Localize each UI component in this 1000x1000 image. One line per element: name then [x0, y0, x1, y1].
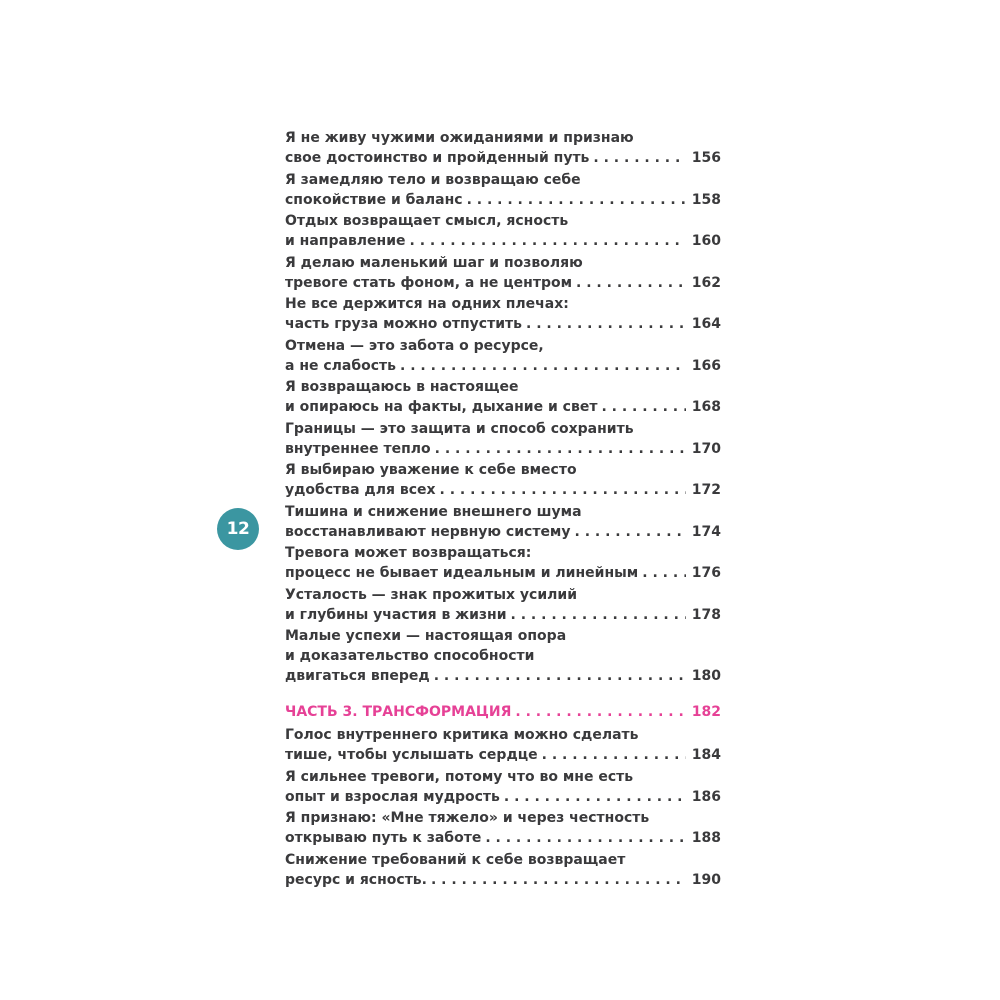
toc-page-number: 184 [691, 747, 721, 763]
toc-entry[interactable] [285, 502, 721, 542]
section-heading-row [285, 702, 721, 722]
dot-leader [638, 563, 686, 583]
toc-entry-last-line [285, 870, 721, 890]
toc-entry-title-line: Тишина и снижение внешнего шума [285, 503, 582, 520]
toc-entry-last-line [285, 522, 721, 542]
toc-entry-title-tail: восстанавливают нервную систему [285, 523, 571, 540]
toc-entry-last-line [285, 231, 721, 251]
dot-leader [500, 787, 686, 807]
toc-page-number: 190 [691, 871, 721, 888]
toc-page-number: 162 [691, 274, 721, 291]
toc-entry[interactable] [285, 460, 721, 500]
dot-leader [538, 745, 686, 765]
toc-entry[interactable] [285, 419, 721, 459]
toc-entry-title-tail: удобства для всех [285, 482, 436, 498]
toc-entry-last-line [285, 828, 721, 848]
toc-entry[interactable] [285, 170, 721, 210]
section-heading-title: ЧАСТЬ 3. ТРАНСФОРМАЦИЯ [285, 704, 512, 720]
dot-leader [463, 190, 686, 210]
toc-entry-title-tail: тише, чтобы услышать сердце [285, 747, 538, 763]
toc-entry-title-line: Я признаю: «Мне тяжело» и через честность [285, 810, 650, 826]
toc-page-number: 188 [691, 830, 721, 846]
toc-entry-title-tail: спокойствие и баланс [285, 191, 463, 208]
toc-entry-title-line: Голос внутреннего критика можно сделать [285, 727, 639, 743]
toc-entry[interactable] [285, 377, 721, 417]
toc-entry-title-line: Я не живу чужими ожиданиями и признаю [285, 130, 634, 146]
toc-page-number: 180 [691, 668, 721, 684]
toc-entry-last-line [285, 273, 721, 293]
toc-entry-title-line: Снижение требований к себе возвращает [285, 851, 626, 868]
toc-page-number: 164 [691, 316, 721, 332]
toc-page-number: 160 [691, 233, 721, 249]
toc-entry-title-line: Отмена — это забота о ресурсе, [285, 337, 544, 354]
toc-entry-last-line [285, 745, 721, 765]
toc-entry-last-line [285, 148, 721, 168]
toc-entry[interactable] [285, 128, 721, 168]
toc-entry-title-line: Не все держится на одних плечах: [285, 296, 569, 312]
toc-entry-title-line: Малые успехи — настоящая опора [285, 628, 567, 644]
dot-leader [572, 273, 686, 293]
toc-entry[interactable] [285, 808, 721, 848]
dot-leader [406, 231, 686, 251]
toc-entry[interactable] [285, 543, 721, 583]
toc-entry-last-line [285, 666, 721, 686]
toc-page-number: 170 [691, 440, 721, 457]
toc-entry-last-line [285, 356, 721, 376]
toc-entry[interactable] [285, 294, 721, 334]
toc-entry-title-line: Я сильнее тревоги, потому что во мне есть [285, 768, 634, 785]
toc-entry-title-tail: а не слабость [285, 357, 397, 374]
toc-entry-title-tail: процесс не бывает идеальным и линейным [285, 565, 639, 581]
dot-leader [597, 397, 685, 417]
toc-entry-title-line: Тревога может возвращаться: [285, 545, 532, 561]
toc-entry-title-tail: открываю путь к заботе [285, 830, 482, 846]
page-number-badge [217, 508, 259, 550]
toc-page-number: 158 [691, 191, 721, 208]
toc-entry-last-line [285, 397, 721, 417]
toc-entry-title-line: Я делаю маленький шаг и позволяю [285, 254, 583, 271]
toc-entry-title-tail: и глубины участия в жизни [285, 606, 507, 623]
dot-leader [436, 480, 686, 500]
toc-entry[interactable] [285, 585, 721, 625]
toc-page-number: 186 [691, 788, 721, 805]
page-number: 12 [226, 519, 250, 539]
toc-entry[interactable] [285, 626, 721, 686]
dot-leader [431, 439, 686, 459]
toc-entry-title-tail: ресурс и ясность. [285, 871, 427, 888]
toc-entry-last-line [285, 563, 721, 583]
toc-entry-title-tail: тревоге стать фоном, а не центром [285, 274, 573, 291]
toc-page-number: 182 [691, 704, 721, 720]
toc-page-number: 174 [691, 523, 721, 540]
dot-leader [481, 828, 685, 848]
dot-leader [571, 522, 686, 542]
toc-page-number: 172 [691, 482, 721, 498]
toc-entry-title-line: Отдых возвращает смысл, ясность [285, 213, 569, 229]
section-heading[interactable] [285, 702, 721, 722]
toc-entry-last-line [285, 190, 721, 210]
toc-entry-title-line: Я замедляю тело и возвращаю себе [285, 171, 581, 188]
toc-entry-title-tail: опыт и взрослая мудрость [285, 788, 500, 805]
toc-entry-title-tail: внутреннее тепло [285, 440, 431, 457]
toc-page-number: 166 [691, 357, 721, 374]
toc-entry-title-line: Усталость — знак прожитых усилий [285, 586, 578, 603]
toc-entry-title-tail: часть груза можно отпустить [285, 316, 522, 332]
toc-entry-last-line [285, 605, 721, 625]
toc-entry-title-tail: свое достоинство и пройденный путь [285, 150, 590, 166]
dot-leader [396, 356, 686, 376]
toc-entry-last-line [285, 787, 721, 807]
toc-entry-title-line: Я возвращаюсь в настоящее [285, 379, 519, 395]
toc-entry-title-line: Границы — это защита и способ сохранить [285, 420, 634, 437]
toc-entry-title-tail: двигаться вперед [285, 668, 430, 684]
dot-leader [511, 702, 685, 722]
toc-entry-last-line [285, 439, 721, 459]
toc-page-number: 156 [691, 150, 721, 166]
toc-entry[interactable] [285, 767, 721, 807]
toc-entry[interactable] [285, 336, 721, 376]
toc-entry[interactable] [285, 211, 721, 251]
toc-page-number: 178 [691, 606, 721, 623]
toc-entry-last-line [285, 480, 721, 500]
table-of-contents [285, 128, 721, 891]
toc-entry-title-line: Я выбираю уважение к себе вместо [285, 462, 577, 478]
dot-leader [589, 148, 685, 168]
dot-leader [430, 666, 686, 686]
toc-entry-last-line [285, 314, 721, 334]
toc-entry[interactable] [285, 725, 721, 765]
toc-entry-title-line: и доказательство способности [285, 648, 535, 664]
toc-page-number: 176 [691, 565, 721, 581]
dot-leader [507, 605, 686, 625]
toc-entry-title-tail: и опираюсь на факты, дыхание и свет [285, 399, 598, 415]
toc-entry[interactable] [285, 850, 721, 890]
toc-page-number: 168 [691, 399, 721, 415]
toc-entry-title-tail: и направление [285, 233, 406, 249]
dot-leader [522, 314, 686, 334]
toc-entry[interactable] [285, 253, 721, 293]
dot-leader [427, 870, 686, 890]
